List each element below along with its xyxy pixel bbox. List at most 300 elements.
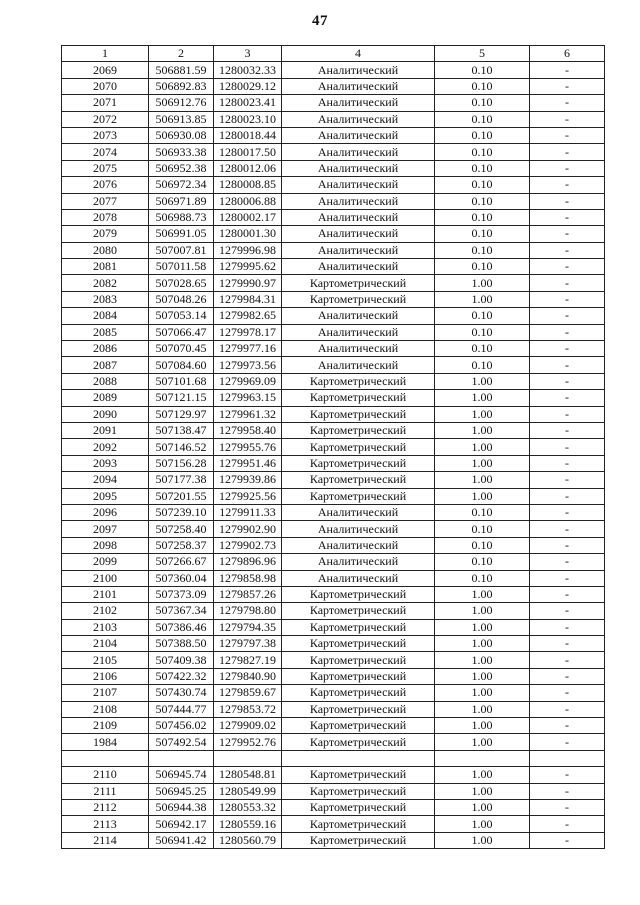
- table-cell: 2098: [62, 537, 149, 553]
- table-cell: 1280023.10: [214, 111, 282, 127]
- table-cell: 0.10: [435, 570, 530, 586]
- table-cell: 0.10: [435, 78, 530, 94]
- table-cell: Картометрический: [282, 734, 435, 750]
- table-cell: 0.10: [435, 504, 530, 520]
- table-cell: Картометрический: [282, 832, 435, 848]
- table-cell: 1280023.41: [214, 95, 282, 111]
- table-cell: 507367.34: [149, 603, 214, 619]
- table-cell: -: [530, 734, 605, 750]
- table-cell: 506892.83: [149, 78, 214, 94]
- table-cell: Аналитический: [282, 521, 435, 537]
- table-row: [62, 603, 605, 619]
- table-cell: 1279840.90: [214, 668, 282, 684]
- table-cell: 1280002.17: [214, 209, 282, 225]
- table-cell: Аналитический: [282, 570, 435, 586]
- table-cell: 507066.47: [149, 324, 214, 340]
- table-cell: 507121.15: [149, 390, 214, 406]
- table-cell: Картометрический: [282, 439, 435, 455]
- table-cell: -: [530, 341, 605, 357]
- table-cell: [149, 750, 214, 766]
- table-cell: 2112: [62, 799, 149, 815]
- table-cell: 507138.47: [149, 422, 214, 438]
- table-row: [62, 488, 605, 504]
- table-row: [62, 668, 605, 684]
- table-cell: 507388.50: [149, 636, 214, 652]
- table-cell: 2089: [62, 390, 149, 406]
- table-cell: 1279978.17: [214, 324, 282, 340]
- table-cell: 2077: [62, 193, 149, 209]
- table-cell: -: [530, 209, 605, 225]
- table-cell: 506942.17: [149, 816, 214, 832]
- table-cell: 0.10: [435, 537, 530, 553]
- table-cell: 1280001.30: [214, 226, 282, 242]
- table-cell: Картометрический: [282, 668, 435, 684]
- table-row: [62, 95, 605, 111]
- table-cell: 0.10: [435, 357, 530, 373]
- table-cell: 507444.77: [149, 701, 214, 717]
- table-cell: 506912.76: [149, 95, 214, 111]
- table-cell: 507011.58: [149, 259, 214, 275]
- table-cell: Аналитический: [282, 308, 435, 324]
- table-cell: 507266.67: [149, 554, 214, 570]
- table-cell: 2110: [62, 767, 149, 783]
- table-cell: 1279961.32: [214, 406, 282, 422]
- table-cell: 1280553.32: [214, 799, 282, 815]
- table-cell: 2093: [62, 455, 149, 471]
- table-cell: Картометрический: [282, 291, 435, 307]
- table-row: [62, 750, 605, 766]
- table-cell: 2101: [62, 586, 149, 602]
- table-cell: 1279963.15: [214, 390, 282, 406]
- table-cell: Аналитический: [282, 226, 435, 242]
- table-cell: -: [530, 554, 605, 570]
- table-cell: 1.00: [435, 783, 530, 799]
- table-row: [62, 357, 605, 373]
- table-cell: -: [530, 95, 605, 111]
- table-cell: Картометрический: [282, 718, 435, 734]
- table-cell: Картометрический: [282, 422, 435, 438]
- table-cell: Аналитический: [282, 127, 435, 143]
- table-cell: Картометрический: [282, 390, 435, 406]
- table-cell: -: [530, 78, 605, 94]
- table-cell: -: [530, 619, 605, 635]
- table-cell: Аналитический: [282, 78, 435, 94]
- table-cell: -: [530, 488, 605, 504]
- table-row: [62, 767, 605, 783]
- table-cell: Картометрический: [282, 767, 435, 783]
- table-cell: -: [530, 357, 605, 373]
- table-cell: 2107: [62, 685, 149, 701]
- table-cell: 1279794.35: [214, 619, 282, 635]
- table-cell: -: [530, 324, 605, 340]
- table-cell: -: [530, 816, 605, 832]
- table-cell: 2103: [62, 619, 149, 635]
- table-row: [62, 62, 605, 78]
- table-cell: 507456.02: [149, 718, 214, 734]
- table-cell: Аналитический: [282, 62, 435, 78]
- column-header: 1: [62, 46, 149, 62]
- table-cell: Картометрический: [282, 619, 435, 635]
- table-row: [62, 472, 605, 488]
- table-row: [62, 209, 605, 225]
- table-cell: 507422.32: [149, 668, 214, 684]
- table-cell: Картометрический: [282, 406, 435, 422]
- table-cell: 0.10: [435, 177, 530, 193]
- table-cell: 1279909.02: [214, 718, 282, 734]
- table-cell: 507409.38: [149, 652, 214, 668]
- table-cell: -: [530, 472, 605, 488]
- table-row: [62, 734, 605, 750]
- table-cell: 1280006.88: [214, 193, 282, 209]
- table-cell: 1279798.80: [214, 603, 282, 619]
- table-row: [62, 242, 605, 258]
- table-cell: 1279858.98: [214, 570, 282, 586]
- table-cell: 1279973.56: [214, 357, 282, 373]
- table-row: [62, 308, 605, 324]
- table-cell: Картометрический: [282, 636, 435, 652]
- table-cell: 1.00: [435, 406, 530, 422]
- table-cell: 1279925.56: [214, 488, 282, 504]
- table-cell: 507070.45: [149, 341, 214, 357]
- table-row: [62, 521, 605, 537]
- column-header: 3: [214, 46, 282, 62]
- table-cell: 2109: [62, 718, 149, 734]
- table-cell: -: [530, 668, 605, 684]
- table-header: [62, 46, 605, 62]
- table-cell: -: [530, 685, 605, 701]
- table-cell: -: [530, 127, 605, 143]
- table-row: [62, 439, 605, 455]
- table-cell: 506971.89: [149, 193, 214, 209]
- table-cell: -: [530, 701, 605, 717]
- table-cell: -: [530, 242, 605, 258]
- table-cell: Картометрический: [282, 816, 435, 832]
- table-cell: 1280017.50: [214, 144, 282, 160]
- table-cell: -: [530, 373, 605, 389]
- table-cell: 507360.04: [149, 570, 214, 586]
- table-cell: 507258.37: [149, 537, 214, 553]
- table-cell: -: [530, 570, 605, 586]
- table-cell: 1279995.62: [214, 259, 282, 275]
- table-cell: 507492.54: [149, 734, 214, 750]
- table-cell: 506945.25: [149, 783, 214, 799]
- table-cell: Картометрический: [282, 685, 435, 701]
- table-cell: 2072: [62, 111, 149, 127]
- table-cell: 1279902.90: [214, 521, 282, 537]
- table-cell: Аналитический: [282, 209, 435, 225]
- table-cell: 1.00: [435, 799, 530, 815]
- table-row: [62, 537, 605, 553]
- table-cell: 2088: [62, 373, 149, 389]
- table-cell: 2094: [62, 472, 149, 488]
- table-row: [62, 275, 605, 291]
- table-row: [62, 373, 605, 389]
- page-number: 47: [312, 13, 328, 29]
- table-cell: 1.00: [435, 291, 530, 307]
- table-cell: 2090: [62, 406, 149, 422]
- coordinates-table: [61, 45, 605, 849]
- table-cell: 506933.38: [149, 144, 214, 160]
- table-cell: 1.00: [435, 619, 530, 635]
- table-cell: 2083: [62, 291, 149, 307]
- table-cell: -: [530, 275, 605, 291]
- table-cell: -: [530, 308, 605, 324]
- table-cell: 1279902.73: [214, 537, 282, 553]
- table-cell: 1279853.72: [214, 701, 282, 717]
- table-cell: 2096: [62, 504, 149, 520]
- table-cell: 1280012.06: [214, 160, 282, 176]
- table-cell: 507430.74: [149, 685, 214, 701]
- table-cell: 507239.10: [149, 504, 214, 520]
- table-cell: 1280032.33: [214, 62, 282, 78]
- table-cell: 507177.38: [149, 472, 214, 488]
- table-cell: 507053.14: [149, 308, 214, 324]
- table-cell: 1.00: [435, 603, 530, 619]
- table-cell: Аналитический: [282, 193, 435, 209]
- table-row: [62, 832, 605, 848]
- table-cell: Картометрический: [282, 701, 435, 717]
- table-cell: 2105: [62, 652, 149, 668]
- table-cell: 2069: [62, 62, 149, 78]
- table-row: [62, 160, 605, 176]
- table-cell: -: [530, 504, 605, 520]
- table-cell: 1984: [62, 734, 149, 750]
- table-cell: 1280029.12: [214, 78, 282, 94]
- table-cell: 1.00: [435, 652, 530, 668]
- table-row: [62, 111, 605, 127]
- table-cell: 1.00: [435, 488, 530, 504]
- table-cell: 506991.05: [149, 226, 214, 242]
- table-cell: Аналитический: [282, 111, 435, 127]
- table-cell: 2081: [62, 259, 149, 275]
- table-cell: 1279939.86: [214, 472, 282, 488]
- table-cell: 2111: [62, 783, 149, 799]
- table-cell: 2071: [62, 95, 149, 111]
- table-cell: 2073: [62, 127, 149, 143]
- table-cell: -: [530, 390, 605, 406]
- column-header: 5: [435, 46, 530, 62]
- table-cell: 1.00: [435, 422, 530, 438]
- table-cell: 1.00: [435, 275, 530, 291]
- table-cell: -: [530, 291, 605, 307]
- table-cell: Картометрический: [282, 799, 435, 815]
- table-cell: 1279982.65: [214, 308, 282, 324]
- table-cell: Аналитический: [282, 160, 435, 176]
- table-cell: 2074: [62, 144, 149, 160]
- table-row: [62, 127, 605, 143]
- table-cell: 1279977.16: [214, 341, 282, 357]
- table-cell: 0.10: [435, 144, 530, 160]
- table-cell: 0.10: [435, 324, 530, 340]
- table-cell: Картометрический: [282, 472, 435, 488]
- table-cell: 506972.34: [149, 177, 214, 193]
- table-cell: 507048.26: [149, 291, 214, 307]
- table-cell: Аналитический: [282, 324, 435, 340]
- table-cell: -: [530, 259, 605, 275]
- table-cell: 2095: [62, 488, 149, 504]
- table-cell: -: [530, 767, 605, 783]
- table-row: [62, 259, 605, 275]
- table-row: [62, 177, 605, 193]
- table-cell: 1280548.81: [214, 767, 282, 783]
- table-cell: Картометрический: [282, 488, 435, 504]
- table-cell: 1279969.09: [214, 373, 282, 389]
- table-cell: 1.00: [435, 832, 530, 848]
- table-cell: 506941.42: [149, 832, 214, 848]
- table-cell: 1280008.85: [214, 177, 282, 193]
- table-cell: 0.10: [435, 242, 530, 258]
- table-cell: 2086: [62, 341, 149, 357]
- table-cell: Аналитический: [282, 95, 435, 111]
- table-cell: 0.10: [435, 341, 530, 357]
- table-cell: 1280559.16: [214, 816, 282, 832]
- table-row: [62, 144, 605, 160]
- table-cell: -: [530, 422, 605, 438]
- table-cell: 1.00: [435, 816, 530, 832]
- table-cell: 0.10: [435, 226, 530, 242]
- table-cell: 2091: [62, 422, 149, 438]
- table-cell: -: [530, 832, 605, 848]
- table-cell: [62, 750, 149, 766]
- table-cell: 1279990.97: [214, 275, 282, 291]
- table-cell: 507146.52: [149, 439, 214, 455]
- table-cell: 506881.59: [149, 62, 214, 78]
- table-cell: Картометрический: [282, 275, 435, 291]
- table-cell: 2075: [62, 160, 149, 176]
- table-row: [62, 636, 605, 652]
- table-cell: 0.10: [435, 160, 530, 176]
- table-row: [62, 422, 605, 438]
- table-cell: 1280549.99: [214, 783, 282, 799]
- column-header: 4: [282, 46, 435, 62]
- table-cell: [530, 750, 605, 766]
- table-cell: 507373.09: [149, 586, 214, 602]
- table-cell: -: [530, 652, 605, 668]
- table-cell: -: [530, 455, 605, 471]
- column-header: 2: [149, 46, 214, 62]
- table-cell: 1.00: [435, 472, 530, 488]
- table-cell: Аналитический: [282, 144, 435, 160]
- table-cell: 507258.40: [149, 521, 214, 537]
- table-cell: 507129.97: [149, 406, 214, 422]
- table-row: [62, 799, 605, 815]
- table-cell: -: [530, 160, 605, 176]
- table-cell: [282, 750, 435, 766]
- table-row: [62, 291, 605, 307]
- table-cell: 506952.38: [149, 160, 214, 176]
- table-cell: 507386.46: [149, 619, 214, 635]
- table-row: [62, 554, 605, 570]
- table-cell: Картометрический: [282, 586, 435, 602]
- table-cell: -: [530, 111, 605, 127]
- table-cell: 1279859.67: [214, 685, 282, 701]
- table-cell: Картометрический: [282, 603, 435, 619]
- table-cell: 0.10: [435, 62, 530, 78]
- table-cell: 506944.38: [149, 799, 214, 815]
- table-cell: 2092: [62, 439, 149, 455]
- table-cell: -: [530, 718, 605, 734]
- table-cell: 2084: [62, 308, 149, 324]
- table-cell: Картометрический: [282, 783, 435, 799]
- table-row: [62, 570, 605, 586]
- table-cell: 1.00: [435, 373, 530, 389]
- table-cell: 0.10: [435, 111, 530, 127]
- table-cell: 0.10: [435, 127, 530, 143]
- table-cell: 0.10: [435, 554, 530, 570]
- table-row: [62, 324, 605, 340]
- table-cell: 506988.73: [149, 209, 214, 225]
- table-cell: 1.00: [435, 701, 530, 717]
- table-cell: -: [530, 586, 605, 602]
- table-cell: 1.00: [435, 668, 530, 684]
- table-cell: -: [530, 537, 605, 553]
- table-cell: -: [530, 783, 605, 799]
- table-row: [62, 816, 605, 832]
- table-cell: 1279984.31: [214, 291, 282, 307]
- table-cell: 1.00: [435, 586, 530, 602]
- table-cell: 506945.74: [149, 767, 214, 783]
- table-cell: 0.10: [435, 308, 530, 324]
- table-cell: Аналитический: [282, 357, 435, 373]
- table-cell: 1279797.38: [214, 636, 282, 652]
- table-cell: 1280018.44: [214, 127, 282, 143]
- column-header: 6: [530, 46, 605, 62]
- table-cell: Аналитический: [282, 259, 435, 275]
- table-cell: 1.00: [435, 636, 530, 652]
- table-cell: -: [530, 62, 605, 78]
- table-cell: 2099: [62, 554, 149, 570]
- table-cell: 2104: [62, 636, 149, 652]
- table-cell: 1279958.40: [214, 422, 282, 438]
- table-row: [62, 341, 605, 357]
- table-cell: 0.10: [435, 209, 530, 225]
- table-cell: 507156.28: [149, 455, 214, 471]
- table-cell: 507084.60: [149, 357, 214, 373]
- table-cell: -: [530, 226, 605, 242]
- table-cell: 1.00: [435, 718, 530, 734]
- table-cell: -: [530, 521, 605, 537]
- table-cell: 2082: [62, 275, 149, 291]
- table-cell: 1279911.33: [214, 504, 282, 520]
- table-cell: -: [530, 193, 605, 209]
- table-row: [62, 718, 605, 734]
- table-cell: 2108: [62, 701, 149, 717]
- table-cell: 1.00: [435, 439, 530, 455]
- table-cell: -: [530, 144, 605, 160]
- table-cell: 1280560.79: [214, 832, 282, 848]
- table-cell: [435, 750, 530, 766]
- table-cell: 1.00: [435, 734, 530, 750]
- table-cell: 1279952.76: [214, 734, 282, 750]
- table-cell: 0.10: [435, 521, 530, 537]
- table-cell: 2079: [62, 226, 149, 242]
- table-cell: 507201.55: [149, 488, 214, 504]
- table-row: [62, 455, 605, 471]
- table-cell: Аналитический: [282, 242, 435, 258]
- table-cell: 1279955.76: [214, 439, 282, 455]
- table-cell: Аналитический: [282, 504, 435, 520]
- table-row: [62, 685, 605, 701]
- table-cell: 507028.65: [149, 275, 214, 291]
- table-cell: 2087: [62, 357, 149, 373]
- table-cell: Картометрический: [282, 652, 435, 668]
- table-row: [62, 504, 605, 520]
- table-cell: Аналитический: [282, 177, 435, 193]
- table-row: [62, 78, 605, 94]
- table-cell: 2085: [62, 324, 149, 340]
- table-cell: 2078: [62, 209, 149, 225]
- table-cell: 1.00: [435, 685, 530, 701]
